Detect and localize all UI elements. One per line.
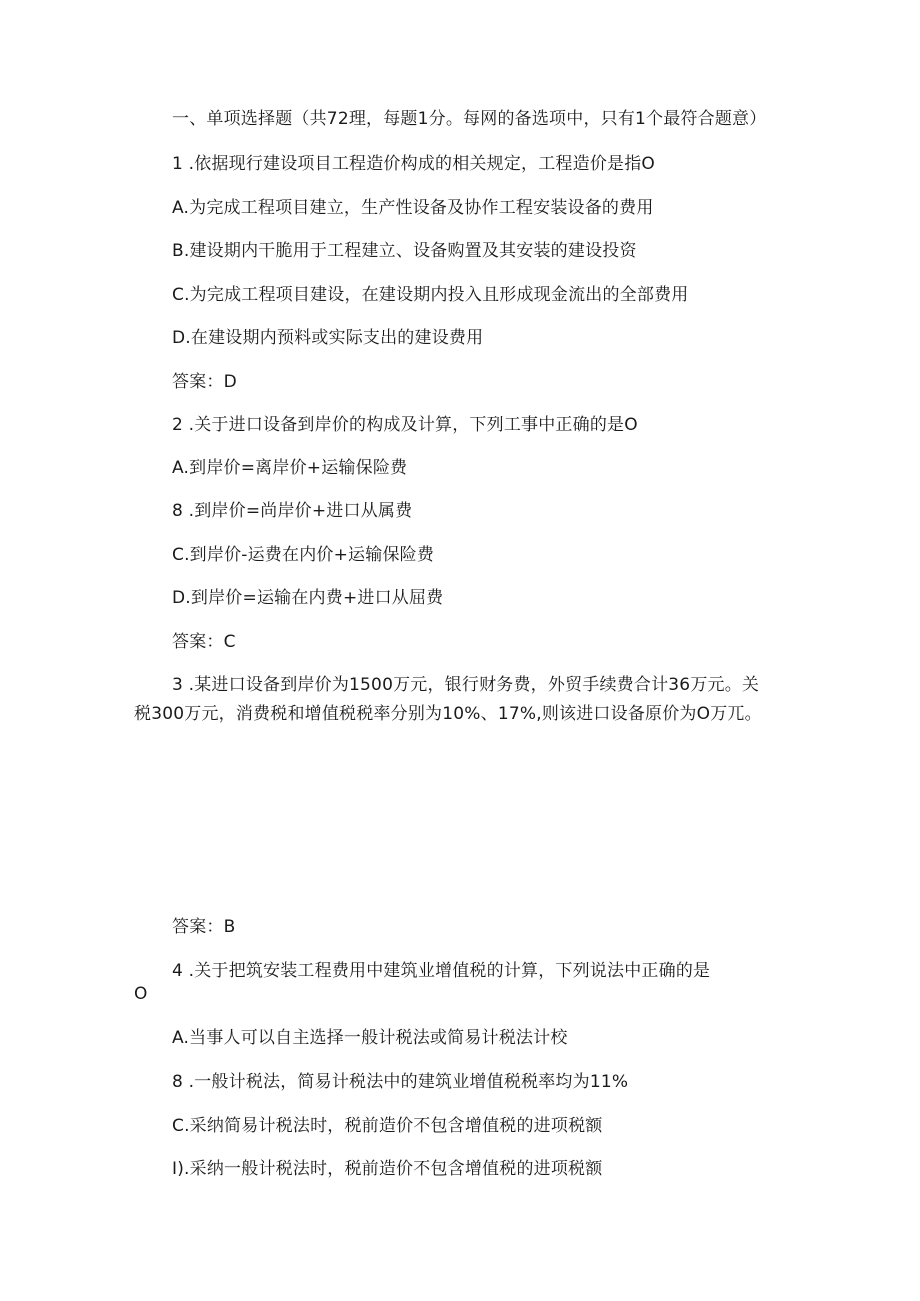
section-heading: 一、单项选择题（共72理，每题1分。每网的备选项中，只有1个最符合题意） [172, 109, 767, 129]
question-1-answer: 答案：D [172, 372, 237, 392]
question-4-stem-line-1: 4 .关于把筑安装工程费用中建筑业增值税的计算，下列说法中正确的是 [172, 961, 711, 981]
question-1-stem: 1 .依据现行建设项目工程造价构成的相关规定，工程造价是指O [172, 154, 656, 174]
question-4-option-a: A.当事人可以自主选择一般计税法或简易计税法计校 [172, 1028, 568, 1048]
question-2-option-a: A.到岸价=离岸价+运输保险费 [172, 458, 408, 478]
question-4-option-d: I).采纳一般计税法时，税前造价不包含增值税的进项税额 [172, 1159, 603, 1179]
question-1-option-b: B.建设期内干脆用于工程建立、设备购置及其安装的建设投资 [172, 241, 637, 261]
question-2-answer: 答案：C [172, 632, 236, 652]
question-2-stem: 2 .关于进口设备到岸价的构成及计算，下列工事中正确的是O [172, 415, 638, 435]
question-2-option-d: D.到岸价=运输在内费+进口从屈费 [172, 588, 444, 608]
question-4-option-c: C.采纳简易计税法时，税前造价不包含增值税的进项税额 [172, 1116, 603, 1136]
question-1-option-d: D.在建设期内预料或实际支出的建设费用 [172, 328, 484, 348]
question-3-stem-line-2: 税300万元，消费税和增值税税率分别为10%、17%,则该进口设备原价为O万兀。 [134, 704, 762, 724]
question-2-option-c: C.到岸价-运费在内价+运输保险费 [172, 545, 435, 565]
question-4-stem-line-2: O [134, 984, 148, 1004]
question-1-option-c: C.为完成工程项目建设，在建设期内投入且形成现金流出的全部费用 [172, 285, 689, 305]
question-1-option-a: A.为完成工程项目建立，生产性设备及协作工程安装设备的费用 [172, 198, 654, 218]
question-3-answer: 答案：B [172, 917, 236, 937]
question-3-stem-line-1: 3 .某进口设备到岸价为1500万元，银行财务费，外贸手续费合计36万元。关 [172, 675, 760, 695]
question-2-option-b: 8 .到岸价=尚岸价+进口从属费 [172, 501, 413, 521]
question-4-option-b: 8 .一般计税法，简易计税法中的建筑业增值税税率均为11% [172, 1072, 629, 1092]
